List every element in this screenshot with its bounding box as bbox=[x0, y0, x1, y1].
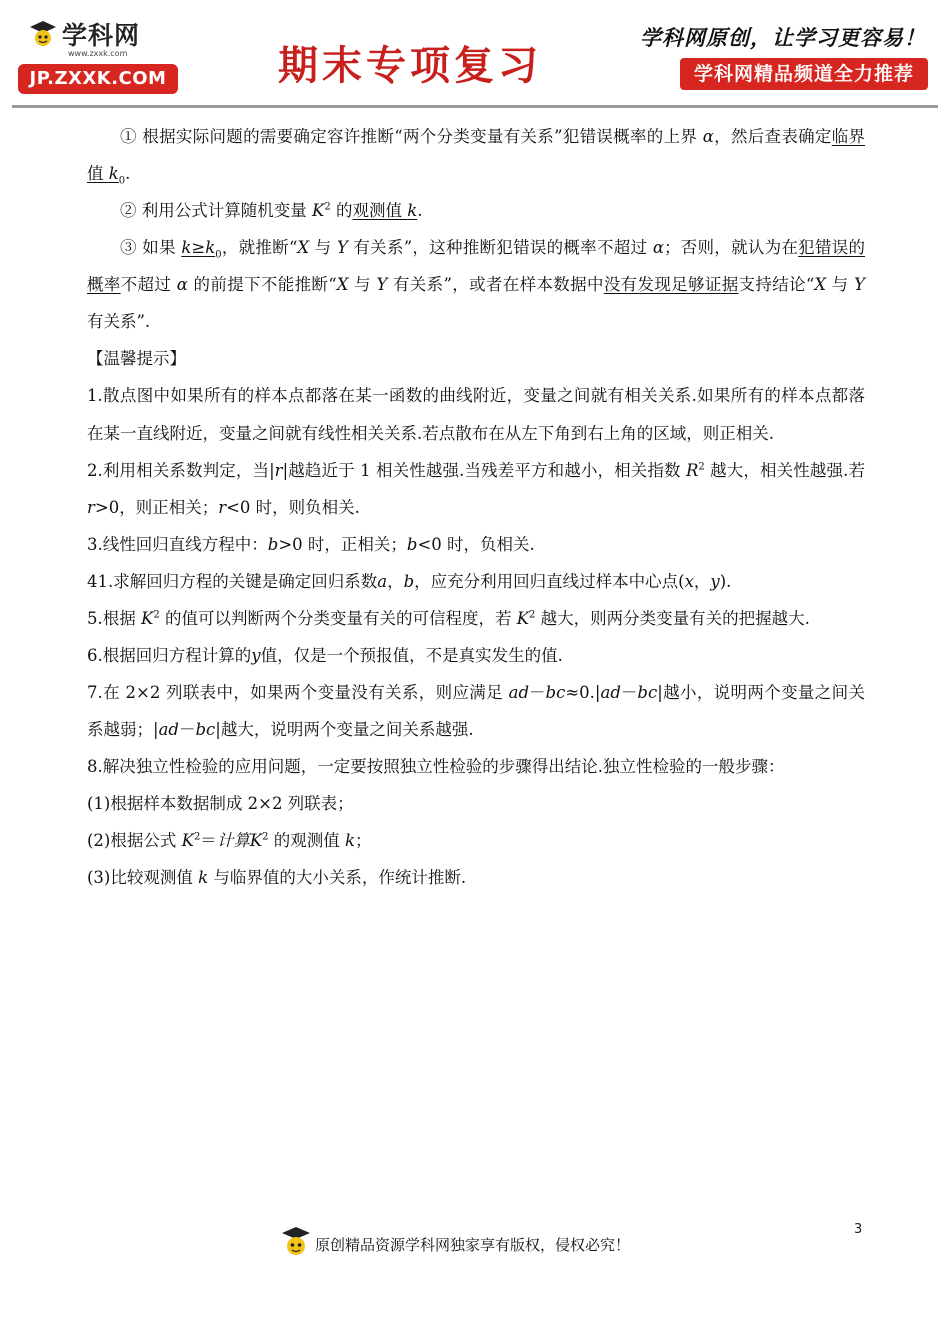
step-1: ① 根据实际问题的需要确定容许推断“两个分类变量有关系”犯错误概率的上界 α，然后查表确定临界值 $k_0$. bbox=[87, 127, 865, 187]
tip-7: 7.在 2×2 列联表中，如果两个变量没有关系，则应满足 ad－bc≈0.|ad－bc|越小，说明两个变量之间关系越弱；|ad－bc|越大，说明两个变量之间关系越强. bbox=[87, 683, 865, 739]
error-probability-term: 犯错误的概率 bbox=[87, 238, 865, 294]
procedure-step-1: (1)根据样本数据制成 2×2 列联表； bbox=[87, 794, 354, 813]
procedure-step-2: (2)根据公式 $K^2=$计算$K^2$ 的观测值 k； bbox=[87, 831, 372, 850]
slogan-badge: 学科网精品频道全力推荐 bbox=[680, 58, 928, 90]
zxxk-logo[interactable] bbox=[14, 12, 179, 97]
page-title: 期末专项复习 bbox=[278, 43, 542, 89]
tip-4: 41.求解回归方程的关键是确定回归系数a，b，应充分利用回归直线过样本中心点(x，y). bbox=[87, 572, 732, 591]
tip-5: 5.根据 $K^2$ 的值可以判断两个分类变量有关的可信程度，若 $K^2$ 越大，则两分类变量有关的把握越大. bbox=[87, 609, 810, 628]
graduation-cap-icon bbox=[280, 1224, 312, 1260]
observed-value-term: 观测值 k bbox=[352, 201, 418, 220]
tips-heading: 【温馨提示】 bbox=[87, 349, 186, 368]
tip-1: 1.散点图中如果所有的样本点都落在某一函数的曲线附近，变量之间就有相关关系.如果所有的样本点都落在某一直线附近，变量之间就有线性相关关系.若点散布在从左下角到右上角的区域，则正相关. bbox=[87, 386, 865, 443]
logo-text: 学科网 bbox=[62, 21, 141, 50]
tip-3: 3.线性回归直线方程中：b>0 时，正相关；b<0 时，负相关. bbox=[87, 535, 535, 554]
document-body bbox=[87, 118, 865, 896]
condition-term: $k\ge k_0$ bbox=[181, 238, 222, 261]
copyright-notice: 原创精品资源学科网独家享有版权，侵权必究！ bbox=[315, 1236, 631, 1254]
logo-url: www.zxxk.com bbox=[68, 49, 128, 58]
tip-8: 8.解决独立性检验的应用问题，一定要按照独立性检验的步骤得出结论.独立性检验的一般步骤： bbox=[87, 757, 785, 776]
insufficient-evidence-term: 没有发现足够证据 bbox=[603, 275, 739, 294]
page-number: 3 bbox=[854, 1222, 863, 1237]
critical-value-term: 临界值 $k_0$ bbox=[87, 127, 865, 187]
page-header bbox=[0, 0, 950, 112]
logo-badge: JP.ZXXK.COM bbox=[18, 64, 178, 94]
header-divider bbox=[12, 105, 938, 108]
tip-6: 6.根据回归方程计算的y值，仅是一个预报值，不是真实发生的值. bbox=[87, 646, 563, 665]
step-2: ② 利用公式计算随机变量 $K^2$ 的观测值 k. bbox=[120, 201, 423, 220]
procedure-step-3: (3)比较观测值 k 与临界值的大小关系，作统计推断. bbox=[87, 868, 467, 887]
tip-2: 2.利用相关系数判定，当|r|越趋近于 1 相关性越强.当残差平方和越小，相关指数 $R^2$ 越大，相关性越强.若 r>0，则正相关；r<0 时，则负相关. bbox=[87, 461, 865, 517]
step-3: ③ 如果 $k\ge k_0$，就推断“X 与 Y 有关系”，这种推断犯错误的概率不超过 α；否则，就认为在犯错误的概率不超过 α 的前提下不能推断“X 与 Y 有关系”，或者在样本数据中没有发现足够证据支持结论“X 与 Y 有关系”. bbox=[87, 238, 865, 331]
graduation-cap-icon bbox=[28, 18, 58, 48]
slogan: 学科网原创，让学习更容易！ bbox=[640, 25, 926, 50]
